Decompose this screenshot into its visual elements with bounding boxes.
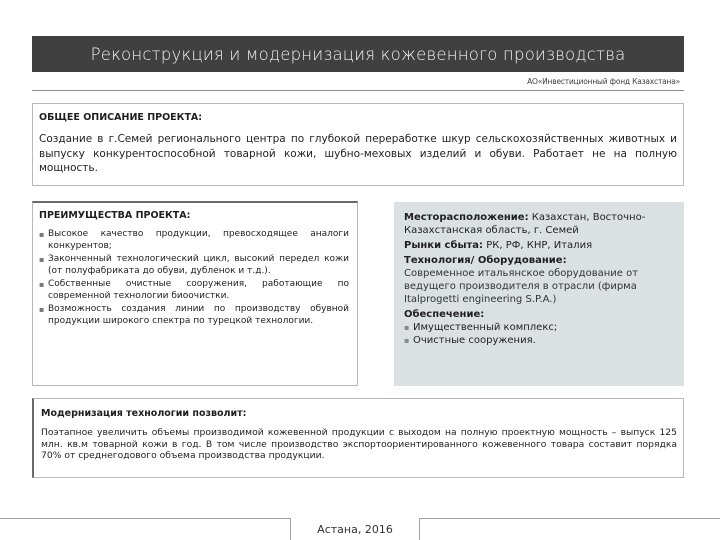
location-row [404, 211, 676, 237]
modernization-heading: Модернизация технологии позволит: [41, 408, 247, 419]
list-item: ▪ Очистные сооружения. [404, 335, 536, 346]
page-title [32, 36, 684, 72]
location-label: Месторасположение: [404, 212, 529, 223]
header-divider [32, 90, 684, 91]
description-heading: ОБЩЕЕ ОПИСАНИЕ ПРОЕКТА: [39, 112, 203, 123]
modernization-section [32, 398, 684, 478]
list-item: ▪ Собственные очистные сооружения, работающие по современной технологии биоочистки. [39, 279, 349, 301]
markets-row [404, 239, 676, 252]
tech-label: Технология/ Оборудование: [404, 255, 567, 266]
list-item: ▪ Возможность создания линии по производству обувной продукции широкого спектра по турецкой технологии. [39, 304, 349, 326]
advantages-list [39, 229, 349, 329]
tech-value: Современное итальянское оборудование от ведущего производителя в отрасли (фирма Italprogetti engineering S.P.A.) [404, 268, 639, 305]
list-item: ▪ Высокое качество продукции, превосходящее аналоги конкурентов; [39, 229, 349, 251]
bullet-icon: ▪ [404, 336, 410, 345]
description-text: Создание в г.Семей регионального центра по глубокой переработке шкур сельскохозяйственных животных и выпуску конкурентоспособной товарной кожи, шубно-меховых изделий и обуви. Работает не на полную мощность. [39, 133, 677, 174]
project-info-section [394, 202, 684, 386]
modernization-text: Поэтапное увеличить объемы производимой кожевенной продукции с выходом на полную проектную мощность – выпуск 125 млн. кв.м товарной кожи в год. В том числе производство экспортоориентированного кожевенного товара составит порядка 70% от среднегодового объема производства продукции. [41, 427, 677, 461]
location-value: Казахстан, Восточно-Казахстанская область, г. Семей [404, 212, 646, 236]
list-item: ▪ Имущественный комплекс; [404, 322, 558, 333]
page-title-text: Реконструкция и модернизация кожевенного производства [90, 44, 626, 64]
bullet-icon: ▪ [39, 255, 45, 264]
markets-label: Рынки сбыта: [404, 240, 484, 251]
footer-divider-left [0, 518, 290, 519]
advantages-heading: ПРЕИМУЩЕСТВА ПРОЕКТА: [39, 210, 191, 221]
provision-label: Обеспечение: [404, 309, 485, 320]
advantages-section [32, 201, 358, 386]
description-section [32, 103, 684, 186]
footer-divider-right [420, 518, 720, 519]
bullet-icon: ▪ [39, 280, 45, 289]
markets-value: РК, РФ, КНР, Италия [486, 240, 593, 251]
bullet-icon: ▪ [39, 230, 45, 239]
bullet-icon: ▪ [404, 323, 410, 332]
organization-name: АО«Инвестиционный фонд Казахстана» [527, 77, 680, 86]
footer-location-date: Астана, 2016 [290, 518, 420, 540]
list-item: ▪ Законченный технологический цикл, высокий передел кожи (от полуфабриката до обуви, дубленок и т.д.). [39, 254, 349, 276]
bullet-icon: ▪ [39, 305, 45, 314]
